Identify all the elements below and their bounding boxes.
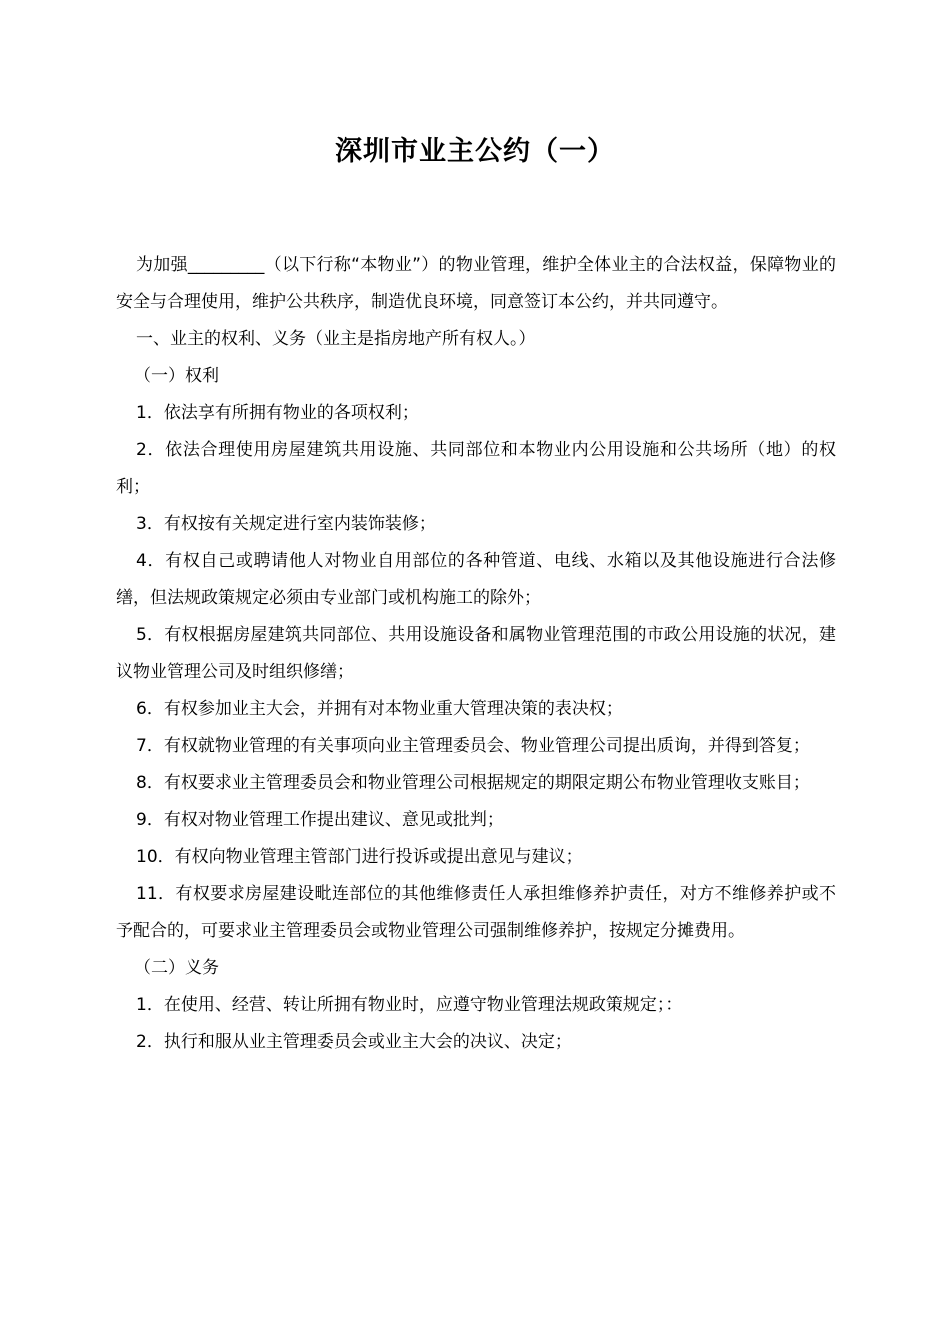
- rights-item: 3．有权按有关规定进行室内装饰装修；: [136, 514, 436, 534]
- document-body: [116, 247, 836, 1061]
- duties-item: 2．执行和服从业主管理委员会或业主大会的决议、决定；: [136, 1032, 572, 1052]
- subsection-heading-duties: （二）义务: [134, 958, 219, 978]
- rights-item: 2．依法合理使用房屋建筑共用设施、共同部位和本物业内公用设施和公共场所（地）的权利；: [116, 440, 836, 497]
- section-heading-owner-rights-duties: 一、业主的权利、义务（业主是指房地产所有权人。）: [136, 329, 536, 349]
- rights-item: 5．有权根据房屋建筑共同部位、共用设施设备和属物业管理范围的市政公用设施的状况，建议物业管理公司及时组织修缮；: [116, 625, 836, 682]
- rights-item: 11．有权要求房屋建设毗连部位的其他维修责任人承担维修养护责任，对方不维修养护或不予配合的，可要求业主管理委员会或物业管理公司强制维修养护，按规定分摊费用。: [116, 884, 836, 941]
- subsection-heading-rights: （一）权利: [134, 366, 219, 386]
- rights-item: 8．有权要求业主管理委员会和物业管理公司根据规定的期限定期公布物业管理收支账目；: [136, 773, 810, 793]
- rights-item: 4．有权自己或聘请他人对物业自用部位的各种管道、电线、水箱以及其他设施进行合法修缮，但法规政策规定必须由专业部门或机构施工的除外；: [116, 551, 836, 608]
- rights-item: 1．依法享有所拥有物业的各项权利；: [136, 403, 419, 423]
- rights-item: 9．有权对物业管理工作提出建议、意见或批判；: [136, 810, 504, 830]
- duties-item: 1．在使用、经营、转让所拥有物业时，应遵守物业管理法规政策规定；：: [136, 995, 683, 1015]
- rights-item: 10．有权向物业管理主管部门进行投诉或提出意见与建议；: [136, 847, 583, 867]
- rights-item: 6．有权参加业主大会，并拥有对本物业重大管理决策的表决权；: [136, 699, 623, 719]
- document-title: 深圳市业主公约（一）: [335, 136, 615, 167]
- preamble-paragraph: 为加强_________（以下行称“本物业”）的物业管理，维护全体业主的合法权益，保障物业的安全与合理使用，维护公共秩序，制造优良环境，同意签订本公约，并共同遵守。: [116, 255, 836, 312]
- rights-item: 7．有权就物业管理的有关事项向业主管理委员会、物业管理公司提出质询，并得到答复；: [136, 736, 810, 756]
